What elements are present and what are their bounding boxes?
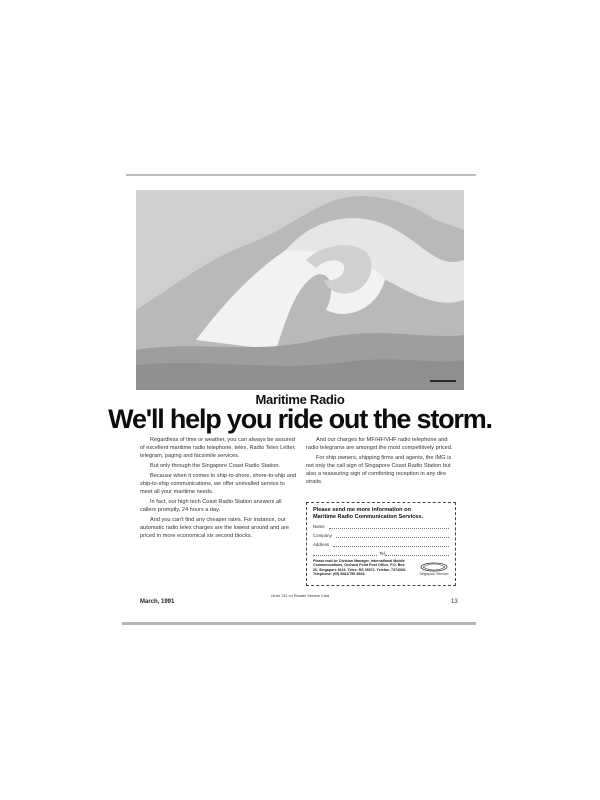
body-paragraph: But only through the Singapore Coast Radio Station. xyxy=(150,463,280,469)
name-label: Name xyxy=(313,524,325,529)
body-paragraph: And our charges for MF/HF/VHF radio telephone and radio telegrams are amongst the most competitively priced. xyxy=(306,437,453,451)
telecom-logo-icon xyxy=(419,562,449,572)
body-paragraph: Regardless of time or weather, you can always be assured of excellent maritime radio telephone, telex, Radio Telex Letter, telegram, paging and facsimile services. xyxy=(140,437,296,459)
page-number: 13 xyxy=(451,599,458,605)
top-rule xyxy=(126,174,476,176)
body-paragraph: And you can't find any cheaper rates. For instance, our automatic radio telex charges are the lowest around and are priced in more economical six second blocks. xyxy=(140,517,289,539)
ad-headline: We'll help you ride out the storm. xyxy=(108,404,492,434)
left-column xyxy=(140,436,298,542)
address-label: Address xyxy=(313,542,330,547)
bottom-rule xyxy=(122,622,476,625)
ad-kicker: Maritime Radio xyxy=(255,392,345,407)
address-field[interactable] xyxy=(313,541,449,547)
name-field[interactable] xyxy=(313,523,449,529)
info-request-coupon xyxy=(306,502,456,586)
wave-illustration xyxy=(136,190,464,390)
storm-wave-photo xyxy=(136,190,464,390)
mail-to-text: Please mail to: Division Manager, International Mobile Communications, Orchard Point Post Office, P.O. Box 26, Singapore 9123. Telex: RS 39372. Telefax: 7374065. Telephone: (65) 5681/750-9663. xyxy=(313,559,406,576)
issue-date: March, 1991 xyxy=(140,599,175,605)
body-paragraph: For ship owners, shipping firms and agents, the IMG is not only the call sign of Singapore Coast Radio Station but also a reassuring sign of comforting reception in any dire straits. xyxy=(306,455,452,485)
body-paragraph: In fact, our high tech Coast Radio Station answers all callers promptly, 24 hours a day. xyxy=(140,499,282,513)
coupon-footer xyxy=(313,559,449,576)
tel-field[interactable] xyxy=(313,550,449,556)
name-line[interactable] xyxy=(329,523,449,529)
company-label: Company xyxy=(313,533,332,538)
right-column xyxy=(306,436,456,488)
tel-line[interactable] xyxy=(385,550,449,556)
coupon-title-line-1: Please send me more information on xyxy=(313,507,411,513)
body-paragraph: Because when it comes to ship-to-shore, shore-to-ship and ship-to-ship communications, we offer unrivalled service to meet all your maritime needs. xyxy=(140,473,297,495)
company-field[interactable] xyxy=(313,532,449,538)
address-line-2[interactable] xyxy=(313,550,377,556)
address-line[interactable] xyxy=(333,541,449,547)
singapore-telecom-logo xyxy=(419,562,449,576)
reader-service-note: Circle 211 on Reader Service Card xyxy=(270,594,330,598)
logo-caption: Singapore Telecom xyxy=(419,572,449,577)
company-line[interactable] xyxy=(336,532,449,538)
coupon-title-line-2: Maritime Radio Communication Services. xyxy=(313,513,424,520)
tel-label: Tel xyxy=(379,551,385,556)
